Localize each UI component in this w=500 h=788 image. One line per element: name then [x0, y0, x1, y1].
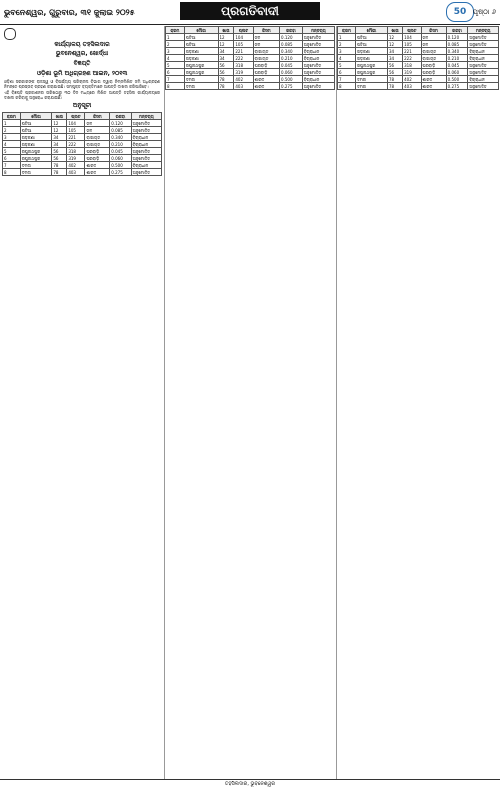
- table-cell: ଜଳ: [85, 127, 110, 134]
- table-row: [338, 62, 499, 69]
- table-cell: 12: [218, 41, 234, 48]
- table-cell: 3: [3, 134, 21, 141]
- table-cell: 6: [338, 69, 356, 76]
- table-cell: ବିଚାରାଧୀନ: [302, 48, 334, 55]
- table-cell: 3: [338, 48, 356, 55]
- table-cell: ଦମନା: [184, 83, 218, 90]
- table-cell: 0.085: [110, 127, 131, 134]
- land-schedule-table: [2, 112, 162, 176]
- table-header-row: [3, 113, 162, 120]
- table-cell: ପଟିଆ: [20, 120, 52, 127]
- table-cell: 403: [67, 169, 85, 176]
- table-cell: ଶାରଦ: [421, 76, 446, 83]
- masthead: [0, 0, 500, 25]
- table-row: [3, 148, 162, 155]
- table-cell: ଶାରଦ: [253, 76, 279, 83]
- table-cell: 403: [403, 83, 421, 90]
- table-cell: 0.210: [280, 55, 303, 62]
- table-header-cell: ରକବା: [446, 27, 468, 34]
- table-cell: ଦମନା: [20, 169, 52, 176]
- table-header-cell: କିସମ: [85, 113, 110, 120]
- table-cell: ଜଳ: [85, 120, 110, 127]
- table-cell: 318: [234, 62, 253, 69]
- table-row: [166, 62, 335, 69]
- table-cell: ଅନୁମୋଦିତ: [131, 169, 161, 176]
- table-cell: ଗଡ଼କଣା: [355, 48, 387, 55]
- table-row: [166, 41, 335, 48]
- table-cell: ବିଚାରାଧୀନ: [131, 141, 161, 148]
- table-row: [166, 34, 335, 41]
- table-header-cell: ପ୍ଲଟ: [234, 27, 253, 34]
- table-row: [166, 48, 335, 55]
- table-cell: 0.275: [110, 169, 131, 176]
- table-cell: ଅନୁମୋଦିତ: [468, 83, 499, 90]
- table-row: [338, 83, 499, 90]
- table-cell: ରଘୁନାଥପୁର: [184, 62, 218, 69]
- table-header-cell: ମୌଜା: [20, 113, 52, 120]
- table-header-cell: କିସମ: [253, 27, 279, 34]
- table-header-cell: ଖାତା: [218, 27, 234, 34]
- table-cell: 78: [388, 83, 403, 90]
- table-cell: 0.500: [280, 76, 303, 83]
- table-header-cell: କ୍ରମ: [166, 27, 185, 34]
- table-cell: 4: [338, 55, 356, 62]
- table-cell: ଦମନା: [20, 162, 52, 169]
- table-cell: 222: [67, 141, 85, 148]
- table-cell: ଦମନା: [355, 76, 387, 83]
- table-cell: 0.120: [110, 120, 131, 127]
- table-cell: 7: [338, 76, 356, 83]
- table-cell: ପଟିଆ: [355, 41, 387, 48]
- table-cell: 221: [403, 48, 421, 55]
- table-cell: ବାଗାୟତ: [253, 48, 279, 55]
- table-cell: 7: [166, 76, 185, 83]
- table-header-cell: ମୌଜା: [355, 27, 387, 34]
- table-cell: 221: [67, 134, 85, 141]
- table-cell: 5: [166, 62, 185, 69]
- table-cell: ଗଡ଼କଣା: [184, 55, 218, 62]
- notice-sub: ଭୁବନେଶ୍ୱର, ଖୋର୍ଦ୍ଧା: [55, 50, 109, 57]
- table-cell: 0.500: [446, 76, 468, 83]
- table-row: [338, 41, 499, 48]
- table-header-cell: ପ୍ଲଟ: [403, 27, 421, 34]
- table-cell: ଘରବାଡ଼ି: [421, 69, 446, 76]
- table-row: [3, 141, 162, 148]
- table-cell: 0.210: [446, 55, 468, 62]
- notice-heading: ବିଜ୍ଞପ୍ତି: [73, 60, 91, 67]
- notice-office: କାର୍ଯ୍ୟାଳୟ ତହସିଲଦାର: [54, 41, 110, 48]
- column-right: [336, 26, 499, 780]
- table-cell: 12: [388, 34, 403, 41]
- table-cell: 8: [3, 169, 21, 176]
- table-cell: 2: [166, 41, 185, 48]
- table-cell: 5: [338, 62, 356, 69]
- land-schedule-table-right: [337, 26, 499, 90]
- table-cell: 318: [67, 148, 85, 155]
- table-body: [3, 120, 162, 176]
- table-cell: 78: [388, 76, 403, 83]
- table-cell: 34: [52, 134, 67, 141]
- table-cell: 56: [388, 69, 403, 76]
- table-cell: 0.085: [446, 41, 468, 48]
- table-cell: ରଘୁନାଥପୁର: [20, 155, 52, 162]
- table-header-cell: ରକବା: [110, 113, 131, 120]
- table-cell: 0.060: [110, 155, 131, 162]
- table-cell: 402: [67, 162, 85, 169]
- table-cell: 5: [3, 148, 21, 155]
- table-header-cell: ଖାତା: [52, 113, 67, 120]
- table-body: [166, 34, 335, 90]
- table-row: [338, 48, 499, 55]
- table-cell: 0.500: [110, 162, 131, 169]
- table-cell: 56: [218, 69, 234, 76]
- table-cell: ଜଳ: [421, 41, 446, 48]
- table-cell: ବିଚାରାଧୀନ: [468, 55, 499, 62]
- table-cell: 6: [166, 69, 185, 76]
- table-cell: 12: [218, 34, 234, 41]
- table-cell: ଅନୁମୋଦିତ: [131, 120, 161, 127]
- table-header-cell: ମୌଜା: [184, 27, 218, 34]
- table-cell: 78: [218, 83, 234, 90]
- table-cell: 105: [234, 41, 253, 48]
- table-header-row: [338, 27, 499, 34]
- table-cell: 0.045: [110, 148, 131, 155]
- table-row: [338, 34, 499, 41]
- table-cell: 2: [338, 41, 356, 48]
- table-cell: ବାଗାୟତ: [85, 134, 110, 141]
- table-cell: ଘରବାଡ଼ି: [253, 69, 279, 76]
- table-cell: 0.340: [110, 134, 131, 141]
- table-row: [3, 134, 162, 141]
- table-cell: 1: [166, 34, 185, 41]
- table-cell: 1: [3, 120, 21, 127]
- table-cell: ଶାରଦ: [253, 83, 279, 90]
- table-cell: ରଘୁନାଥପୁର: [184, 69, 218, 76]
- table-cell: ପଟିଆ: [184, 34, 218, 41]
- table-cell: 4: [166, 55, 185, 62]
- table-cell: 402: [403, 76, 421, 83]
- table-cell: 105: [67, 127, 85, 134]
- column-left: [2, 26, 162, 780]
- table-cell: 0.210: [110, 141, 131, 148]
- table-header-cell: ମନ୍ତବ୍ୟ: [468, 27, 499, 34]
- table-cell: ଅନୁମୋଦିତ: [302, 62, 334, 69]
- table-cell: 319: [67, 155, 85, 162]
- table-cell: ଅନୁମୋଦିତ: [131, 148, 161, 155]
- table-cell: 34: [218, 55, 234, 62]
- table-cell: 7: [3, 162, 21, 169]
- table-cell: 2: [3, 127, 21, 134]
- table-cell: 6: [3, 155, 21, 162]
- table-cell: ଜଳ: [421, 34, 446, 41]
- table-cell: 56: [52, 148, 67, 155]
- table-cell: 0.060: [280, 69, 303, 76]
- table-cell: ଅନୁମୋଦିତ: [468, 69, 499, 76]
- table-cell: ଗଡ଼କଣା: [355, 55, 387, 62]
- land-schedule-table-middle: [165, 26, 335, 90]
- table-cell: ଘରବାଡ଼ି: [85, 148, 110, 155]
- table-cell: ରଘୁନାଥପୁର: [355, 62, 387, 69]
- table-cell: ଶାରଦ: [421, 83, 446, 90]
- table-cell: ଅନୁମୋଦିତ: [468, 41, 499, 48]
- table-cell: ବାଗାୟତ: [421, 48, 446, 55]
- table-row: [166, 55, 335, 62]
- table-row: [3, 169, 162, 176]
- table-cell: 403: [234, 83, 253, 90]
- table-header-cell: ମନ୍ତବ୍ୟ: [302, 27, 334, 34]
- table-cell: ବିଚାରାଧୀନ: [131, 162, 161, 169]
- table-cell: 222: [234, 55, 253, 62]
- table-cell: 34: [388, 48, 403, 55]
- table-row: [166, 76, 335, 83]
- table-cell: 104: [234, 34, 253, 41]
- government-emblem-icon: [4, 28, 16, 40]
- table-cell: ପଟିଆ: [184, 41, 218, 48]
- table-cell: ବାଗାୟତ: [421, 55, 446, 62]
- table-cell: ବିଚାରାଧୀନ: [468, 48, 499, 55]
- table-cell: 221: [234, 48, 253, 55]
- masthead-date: ଭୁବନେଶ୍ୱର, ଗୁରୁବାର, ୩୧ ଜୁଲାଇ ୨୦୨୫: [4, 8, 135, 17]
- table-cell: 319: [234, 69, 253, 76]
- table-cell: 0.275: [280, 83, 303, 90]
- anniversary-logo: 50: [446, 2, 474, 22]
- table-cell: 318: [403, 62, 421, 69]
- table-cell: ଦମନା: [184, 76, 218, 83]
- table-cell: 0.045: [446, 62, 468, 69]
- table-row: [338, 76, 499, 83]
- table-cell: ଗଡ଼କଣା: [20, 134, 52, 141]
- notice-date-line: ଓଡ଼ିଶା ଭୂମି ଅଧିଗ୍ରହଣ ଆଇନ, ୨୦୧୩: [36, 70, 128, 77]
- page-number: ପୃଷ୍ଠା ୬: [472, 8, 496, 16]
- table-cell: ଅନୁମୋଦିତ: [468, 62, 499, 69]
- table-cell: ଅନୁମୋଦିତ: [468, 34, 499, 41]
- table-cell: 78: [52, 169, 67, 176]
- table-cell: 0.045: [280, 62, 303, 69]
- table-header-cell: ମନ୍ତବ୍ୟ: [131, 113, 161, 120]
- table-cell: ଜଳ: [253, 41, 279, 48]
- schedule-title: ଅନୁସୂଚୀ: [72, 102, 92, 109]
- table-header-cell: କିସମ: [421, 27, 446, 34]
- table-cell: ଘରବାଡ଼ି: [253, 62, 279, 69]
- table-cell: ବିଚାରାଧୀନ: [468, 76, 499, 83]
- table-cell: 12: [52, 127, 67, 134]
- table-row: [3, 120, 162, 127]
- table-cell: 3: [166, 48, 185, 55]
- notice-paragraph-2: ଏହି ବିଜ୍ଞପ୍ତି ପ୍ରକାଶନର ତାରିଖଠାରୁ ୩୦ ଦିନ ମଧ୍ୟରେ ଲିଖିତ ଆପତ୍ତି ତହସିଲ କାର୍ଯ୍ୟାଳୟରେ ଦାଖଲ କରିବାକୁ ଅନୁରୋଧ କରାଯାଉଛି।: [4, 90, 160, 100]
- table-cell: 56: [52, 155, 67, 162]
- table-cell: ଅନୁମୋଦିତ: [302, 34, 334, 41]
- table-cell: ଅନୁମୋଦିତ: [302, 41, 334, 48]
- table-cell: ଅନୁମୋଦିତ: [131, 155, 161, 162]
- table-cell: 0.340: [280, 48, 303, 55]
- table-cell: ଘରବାଡ଼ି: [85, 155, 110, 162]
- table-row: [3, 127, 162, 134]
- table-row: [3, 155, 162, 162]
- newspaper-title: ପ୍ରଗତିବାଦୀ: [180, 2, 320, 20]
- table-cell: 4: [3, 141, 21, 148]
- table-cell: ଶାରଦ: [85, 169, 110, 176]
- table-cell: 0.275: [446, 83, 468, 90]
- table-header-row: [166, 27, 335, 34]
- table-cell: 222: [403, 55, 421, 62]
- table-cell: 0.085: [280, 41, 303, 48]
- table-cell: 0.120: [446, 34, 468, 41]
- table-row: [338, 55, 499, 62]
- table-header-cell: କ୍ରମ: [3, 113, 21, 120]
- table-cell: 0.340: [446, 48, 468, 55]
- table-cell: ପଟିଆ: [355, 34, 387, 41]
- table-cell: ଶାରଦ: [85, 162, 110, 169]
- table-header-cell: ରକବା: [280, 27, 303, 34]
- table-cell: ରଘୁନାଥପୁର: [20, 148, 52, 155]
- table-body: [338, 34, 499, 90]
- column-middle: [164, 26, 335, 780]
- table-cell: 0.060: [446, 69, 468, 76]
- table-cell: 56: [218, 62, 234, 69]
- table-cell: ପଟିଆ: [20, 127, 52, 134]
- table-cell: ଅନୁମୋଦିତ: [131, 127, 161, 134]
- table-header-cell: ପ୍ଲଟ: [67, 113, 85, 120]
- table-cell: ବିଚାରାଧୀନ: [131, 134, 161, 141]
- table-cell: 34: [388, 55, 403, 62]
- table-cell: ଜଳ: [253, 34, 279, 41]
- table-cell: ଘରବାଡ଼ି: [421, 62, 446, 69]
- table-cell: ରଘୁନାଥପୁର: [355, 69, 387, 76]
- table-cell: 12: [388, 41, 403, 48]
- table-cell: 78: [218, 76, 234, 83]
- table-cell: 402: [234, 76, 253, 83]
- table-cell: 0.120: [280, 34, 303, 41]
- notice-paragraph-1: ଓଡ଼ିଶା ସରକାରଙ୍କ ରାଜସ୍ୱ ଓ ବିପର୍ଯ୍ୟୟ ପରିଚାଳନା ବିଭାଗ ଦ୍ୱାରା ନିମ୍ନଲିଖିତ ଜମି ଅଧିଗ୍ରହଣ ନିମନ୍ତେ ପ୍ରସ୍ତାବ ଗ୍ରହଣ କରାଯାଇଛି। ସମ୍ପୃକ୍ତ ବ୍ୟକ୍ତିମାନେ ଆପତ୍ତି ଦାଖଲ କରିପାରିବେ।: [4, 79, 160, 89]
- table-row: [338, 69, 499, 76]
- table-cell: 1: [338, 34, 356, 41]
- table-cell: 105: [403, 41, 421, 48]
- table-cell: 56: [388, 62, 403, 69]
- table-header-cell: କ୍ରମ: [338, 27, 356, 34]
- table-cell: ଅନୁମୋଦିତ: [302, 69, 334, 76]
- table-cell: ବିଚାରାଧୀନ: [302, 55, 334, 62]
- table-row: [166, 69, 335, 76]
- table-header-cell: ଖାତା: [388, 27, 403, 34]
- table-cell: 8: [338, 83, 356, 90]
- table-cell: 104: [403, 34, 421, 41]
- table-cell: ଗଡ଼କଣା: [20, 141, 52, 148]
- table-cell: 319: [403, 69, 421, 76]
- table-cell: 12: [52, 120, 67, 127]
- table-cell: ଦମନା: [355, 83, 387, 90]
- table-row: [166, 83, 335, 90]
- table-cell: 8: [166, 83, 185, 90]
- table-cell: ଅନୁମୋଦିତ: [302, 83, 334, 90]
- table-cell: ଗଡ଼କଣା: [184, 48, 218, 55]
- table-cell: ବାଗାୟତ: [253, 55, 279, 62]
- table-cell: ବାଗାୟତ: [85, 141, 110, 148]
- table-cell: ବିଚାରାଧୀନ: [302, 76, 334, 83]
- table-row: [3, 162, 162, 169]
- table-cell: 104: [67, 120, 85, 127]
- footer-signature: ତହସିଲଦାର, ଭୁବନେଶ୍ୱର: [0, 779, 500, 788]
- table-cell: 34: [52, 141, 67, 148]
- table-cell: 34: [218, 48, 234, 55]
- table-cell: 78: [52, 162, 67, 169]
